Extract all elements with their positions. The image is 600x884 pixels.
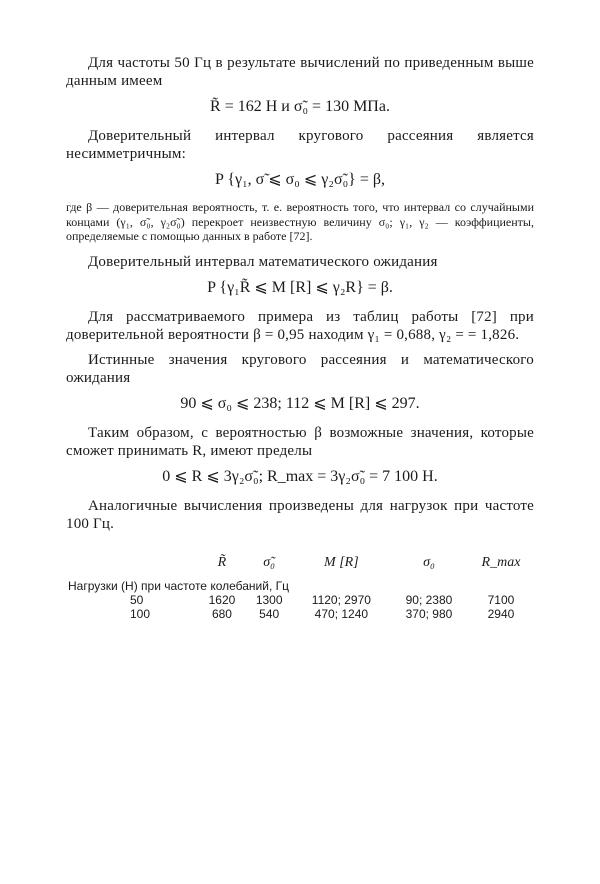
paragraph-6: Таким образом, с вероятностью β возможные значения, которые сможет принимать R, имеют пределы	[66, 424, 534, 459]
table-corner	[66, 555, 198, 579]
document-page	[66, 54, 534, 621]
row-label: Нагрузки (Н) при частоте колебаний, Гц	[68, 578, 289, 593]
paragraph-7: Аналогичные вычисления произведены для нагрузок при частоте 100 Гц.	[66, 497, 534, 532]
sigma-cell: 370; 980	[405, 606, 453, 621]
header-sigma: σ₀	[423, 554, 435, 570]
paragraph-2: Доверительный интервал кругового рассеяния является несимметричным:	[66, 128, 534, 162]
rmax-cell: 2940	[487, 606, 515, 621]
paragraph-5: Истинные значения кругового рассеяния и математического ожидания	[66, 351, 534, 386]
header-r-tilde: R̃	[217, 554, 227, 570]
footnote-text: где β — доверительная вероятность, т. е. вероятность того, что интервал со случайными концами (γ₁, σ̃₀, γ₂σ̃₀) перекроет неизвестную величину σ₀; γ₁, γ₂ — коэффициенты, определяемые с помощью данных в работе [72].	[66, 200, 534, 243]
formula-4: 90 ⩽ σ₀ ⩽ 238; 112 ⩽ M [R] ⩽ 297.	[180, 394, 420, 412]
mr-cell: 1120; 2970	[311, 592, 371, 607]
r-cell: 680	[211, 606, 232, 621]
formula-2: P {γ₁, σ̃ ⩽ σ₀ ⩽ γ₂σ̃₀} = β,	[215, 171, 385, 188]
table-row	[66, 607, 534, 621]
header-mr: M [R]	[324, 554, 359, 570]
mr-cell: 470; 1240	[314, 606, 369, 621]
sigma-tilde-cell: 1300	[255, 592, 283, 607]
table-label-row	[66, 579, 534, 593]
freq-cell: 100	[130, 606, 151, 621]
header-rmax: R_max	[481, 554, 521, 570]
rmax-cell: 7100	[487, 592, 515, 607]
formula-3: P {γ₁R̃ ⩽ M [R] ⩽ γ₂R} = β.	[207, 278, 393, 296]
paragraph-1: Для частоты 50 Гц в результате вычислений по приведенным выше данным имеем	[66, 55, 534, 89]
sigma-cell: 90; 2380	[405, 592, 453, 607]
paragraph-4: Для рассматриваемого примера из таблиц работы [72] при доверительной вероятности β = 0,95 находим γ₁ = 0,688, γ₂ = = 1,826.	[66, 308, 534, 343]
freq-cell: 50	[130, 592, 144, 607]
sigma-tilde-cell: 540	[259, 606, 280, 621]
results-table	[66, 555, 534, 621]
table-header-row	[66, 555, 534, 579]
header-sigma-tilde: σ̃₀	[263, 554, 276, 570]
r-cell: 1620	[208, 592, 236, 607]
formula-5: 0 ⩽ R ⩽ 3γ₂σ̃₀; R_max = 3γ₂σ̃₀ = 7 100 Н.	[162, 467, 438, 485]
table-row	[66, 593, 534, 607]
paragraph-3: Доверительный интервал математического ожидания	[88, 253, 438, 270]
formula-1: R̃ = 162 Н и σ̃₀ = 130 МПа.	[210, 98, 390, 115]
